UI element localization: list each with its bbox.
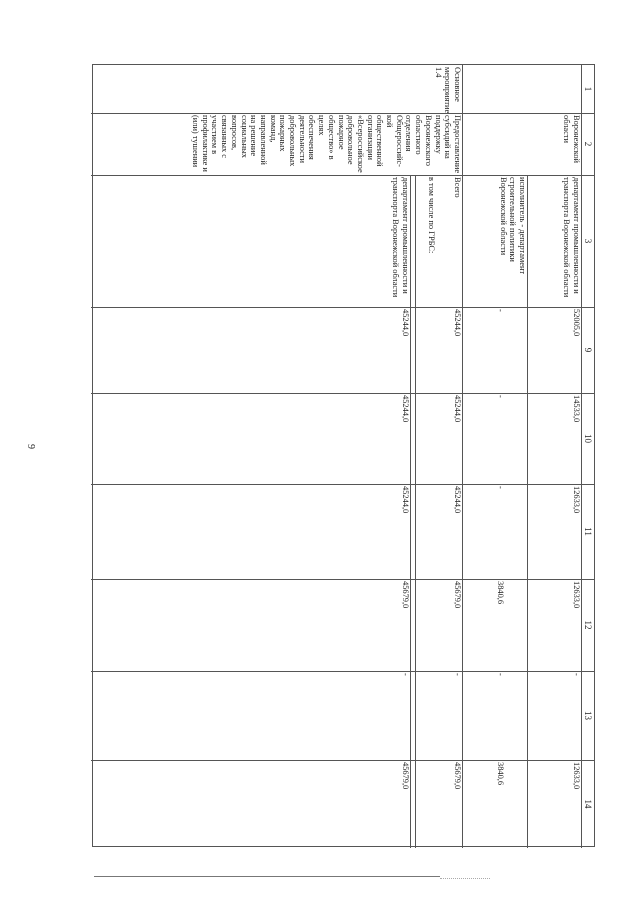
table-cell: -	[572, 673, 581, 676]
table-cell: 45244,0	[401, 486, 410, 514]
col-header-2: 2	[581, 113, 594, 175]
grid-line	[91, 760, 594, 761]
table-cell: 45679,0	[401, 581, 410, 609]
table-cell: 45244,0	[401, 309, 410, 337]
table-cell: департамент промышленности и транспорта Воронежской области	[391, 177, 410, 298]
page-number: 9	[25, 444, 36, 449]
footer-rule	[94, 876, 440, 877]
table-container	[92, 64, 595, 847]
grid-line	[91, 579, 594, 580]
col-header-1: 1	[581, 65, 594, 113]
table-cell: -	[401, 673, 410, 676]
table-cell: 45244,0	[453, 309, 462, 337]
grid-line	[91, 484, 594, 485]
table-cell: -	[496, 486, 505, 489]
footer-rule	[440, 878, 490, 879]
col-header-10: 10	[581, 393, 594, 484]
table-cell: 45244,0	[401, 395, 410, 423]
budget-table	[92, 64, 595, 847]
table-cell: 3840,6	[496, 762, 505, 786]
table-cell: 45244,0	[453, 395, 462, 423]
table-cell: исполнитель - департамент строительной политики Воронежской области	[498, 177, 527, 275]
table-cell: 52005,0	[572, 309, 581, 337]
table-cell: 12633,0	[572, 486, 581, 514]
table-cell: в том числе по ГРБС:	[427, 177, 436, 254]
table-cell: 45244,0	[453, 486, 462, 514]
col-header-13: 13	[581, 671, 594, 760]
table-cell: 12633,0	[572, 581, 581, 609]
table-cell: Воронежской области	[562, 115, 581, 164]
table-cell: Предоставление субсидий на поддержку Воронежского областного отделения Общероссийс-кой общественной организации «Всероссийское добровольное пожарное общество» в целях обеспечения деятельности добровольных пожарных команд, направленной на решение социальных вопросов, связанных с участием в профилактике и (или) тушении	[191, 115, 462, 174]
col-header-9: 9	[581, 307, 594, 393]
grid-line	[91, 393, 594, 394]
col-header-12: 12	[581, 579, 594, 671]
table-cell: -	[496, 673, 505, 676]
grid-line	[91, 307, 594, 308]
col-header-14: 14	[581, 760, 594, 848]
table-cell: 3840,6	[496, 581, 505, 605]
table-cell: Основное мероприятие 1.4	[433, 67, 462, 113]
table-cell: Всего	[453, 177, 462, 198]
grid-line	[91, 671, 594, 672]
table-cell: -	[453, 673, 462, 676]
table-cell: 12633,0	[572, 762, 581, 790]
col-header-11: 11	[581, 484, 594, 579]
table-cell: 45679,0	[453, 581, 462, 609]
grid-line	[415, 175, 416, 848]
col-header-3: 3	[581, 175, 594, 307]
table-cell: -	[496, 395, 505, 398]
table-cell: 45679,0	[401, 762, 410, 790]
table-cell: -	[496, 309, 505, 312]
table-cell: 14533,0	[572, 395, 581, 423]
table-cell: 45679,0	[453, 762, 462, 790]
table-cell: департамент промышленности и транспорта Воронежской области	[562, 177, 581, 298]
